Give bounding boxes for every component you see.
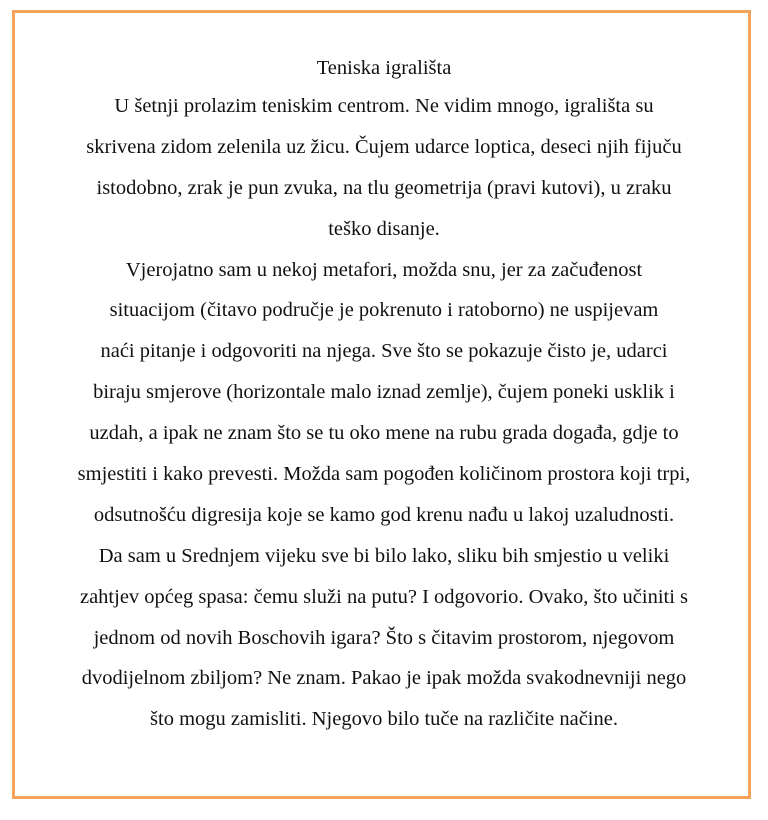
text-line: teško disanje. [328, 217, 440, 240]
text-line: istodobno, zrak je pun zvuka, na tlu geometrija (pravi kutovi), u zraku [96, 176, 672, 199]
text-line: zahtjev općeg spasa: čemu služi na putu? I odgovorio. Ovako, što učiniti s [79, 585, 689, 608]
text-line: situacijom (čitavo područje je pokrenuto i ratoborno) ne uspijevam [109, 299, 659, 322]
text-line: smjestiti i kako prevesti. Možda sam pogođen količinom prostora koji trpi, [77, 463, 691, 486]
text-line: odsutnošću digresija koje se kamo god krenu nađu u lakoj uzaludnosti. [93, 503, 675, 526]
text-line: Da sam u Srednjem vijeku sve bi bilo lako, sliku bih smjestio u veliki [98, 544, 670, 567]
text-line: uzdah, a ipak ne znam što se tu oko mene na rubu grada događa, gdje to [89, 422, 679, 445]
text-line: jednom od novih Boschovih igara? Što s čitavim prostorom, njegovom [93, 626, 675, 649]
text-line: skrivena zidom zelenila uz žicu. Čujem udarce loptica, deseci njih fijuču [86, 135, 682, 158]
document-title: Teniska igrališta [316, 57, 452, 79]
document-body [30, 52, 738, 744]
text-line: Vjerojatno sam u nekoj metafori, možda snu, jer za začuđenost [125, 258, 643, 281]
text-line: dvodijelnom zbiljom? Ne znam. Pakao je ipak možda svakodnevniji nego [81, 667, 687, 690]
text-line: biraju smjerove (horizontale malo iznad zemlje), čujem poneki usklik i [93, 381, 675, 404]
text-line: naći pitanje i odgovoriti na njega. Sve što se pokazuje čisto je, udarci [100, 340, 668, 363]
text-line: U šetnji prolazim teniskim centrom. Ne vidim mnogo, igrališta su [114, 95, 654, 117]
text-line: što mogu zamisliti. Njegovo bilo tuče na različite načine. [150, 708, 618, 731]
